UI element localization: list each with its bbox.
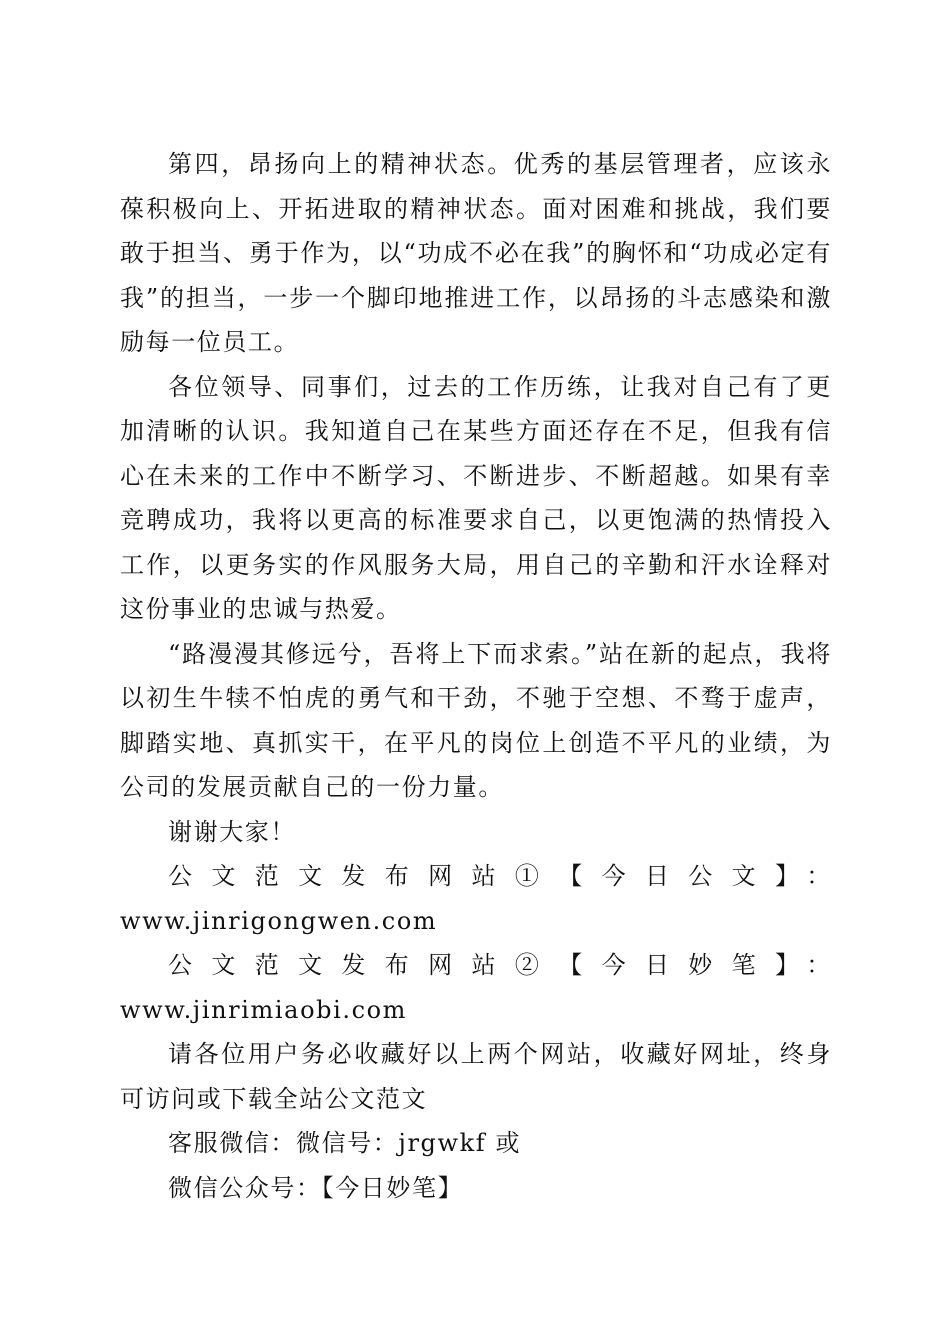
bookmark-note: 请各位用户务必收藏好以上两个网站，收藏好网址，终身可访问或下载全站公文范文	[120, 1040, 832, 1113]
paragraph-thanks: 谢谢大家！	[168, 817, 296, 846]
document-body	[120, 142, 832, 1210]
service-wechat: 客服微信：微信号：jrgwkf 或	[168, 1129, 522, 1157]
paragraph-closing-quote: “路漫漫其修远兮，吾将上下而求索。”站在新的起点，我将以初生牛犊不怕虎的勇气和干劲，不驰于空想、不骛于虚声，脚踏实地、真抓实干，在平凡的岗位上创造不平凡的业绩，为公司的发展贡献自己的一份力量。	[120, 639, 832, 801]
site1-line: 公文范文发布网站①【今日公文】：	[168, 862, 832, 890]
official-account: 微信公众号：【今日妙笔】	[168, 1173, 464, 1202]
site2-line: 公文范文发布网站②【今日妙笔】：www.jinrimiaobi.com	[120, 951, 832, 1024]
paragraph-self-awareness: 各位领导、同事们，过去的工作历练，让我对自己有了更加清晰的认识。我知道自己在某些方面还存在不足，但我有信心在未来的工作中不断学习、不断进步、不断超越。如果有幸竞聘成功，我将以更高的标准要求自己，以更饱满的热情投入工作，以更务实的作风服务大局，用自己的辛勤和汗水诠释对这份事业的忠诚与热爱。	[120, 372, 832, 623]
site1-url: www.jinrigongwen.com	[120, 906, 438, 935]
paragraph-spirit: 第四，昂扬向上的精神状态。优秀的基层管理者，应该永葆积极向上、开拓进取的精神状态。面对困难和挑战，我们要敢于担当、勇于作为，以“功成不必在我”的胸怀和“功成必定有我”的担当，一步一个脚印地推进工作，以昂扬的斗志感染和激励每一位员工。	[120, 150, 832, 356]
